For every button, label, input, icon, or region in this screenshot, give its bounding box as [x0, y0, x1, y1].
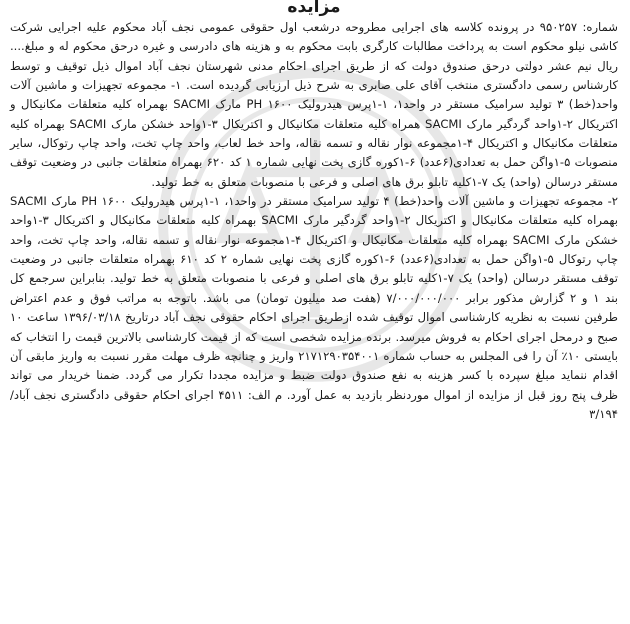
notice-paragraph: ۲- مجموعه تجهیزات و ماشین آلات واحد(خط) ۴ تولید سرامیک مستقر در واحد۱، ۱-۱پرس هیدرولیک ۱۶۰۰ PH مارک SACMI بهمراه کلیه متعلقات مکانیکال و اکتریکال ۲-۱واحد گردگیر مارک SACMI بهمراه کلیه متعلقات مکانیکال و اکتریکال ۳-۱واحد خشکن مارک SACMI بهمراه کلیه متعلقات مکانیکال و اکتریکال ۴-۱مجموعه نوار نقاله و تسمه نقاله، واحد چاپ تخت، واحد چاپ رتوکال ۵-۱واگن حمل به تعدادی(۶عدد) ۶-۱کوره گازی پخت نهایی شماره ۲ کد ۶۱۰ بهمراه متعلقات جانبی در وضعیت توقف مستقر درسالن (واحد) یک ۷-۱کلیه تابلو برق های اصلی و فرعی با منصوبات متعلق به خط تولید. بنابراین سرجمع کل بند ۱ و ۲ گزارش مذکور برابر ۷/۰۰۰/۰۰۰/۰۰۰ (هفت صد میلیون تومان) می باشد. باتوجه به مراتب فوق و عدم اعتراض طرفین نسبت به نظریه کارشناسی اموال توقیف شده ازطریق اجرای احکام حقوقی نجف آباد درتاریخ ۱۳۹۶/۰۳/۱۸ ساعت ۱۰ صبح و درمحل اجرای احکام به فروش میرسد. برنده مزایده شخصی است که از قیمت کارشناسی بالاترین قیمت را انتخاب که بایستی ۱۰٪ آن را فی المجلس به حساب شماره ۲۱۷۱۲۹۰۳۵۴۰۰۱ واریز و چنانچه ظرف مهلت مقرر نسبت به واریز مابقی آن اقدام ننماید مبلغ سپرده با کسر هزینه به نفع صندوق دولت ضبط و مزایده مجددا تکرار می گردد. ضمنا خریدار می تواند ظرف پنج روز قبل از مزایده از اموال موردنظر بازدید به عمل آورد. م الف: ۴۵۱۱ اجرای احکام حقوقی دادگستری نجف آباد/۳/۱۹۴: [10, 194, 619, 421]
notice-paragraph: شماره: ۹۵۰۲۵۷ در پرونده کلاسه های اجرایی مطروحه درشعب اول حقوقی عمومی نجف آباد محکوم علیه اجرایی شرکت کاشی نیلو محکوم است به پرداخت مطالبات کارگری بابت محکوم به و هزینه های دادرسی و غیره درحق محکوم له و مبلغ.... ریال نیم عشر دولتی درحق صندوق دولت که از طریق اجرای احکام مدنی شهرستان نجف آباد اموال ذیل توقیف و توسط کارشناس رسمی دادگستری منتخب آقای علی صابری به شرح ذیل ارزیابی گردیده است. ۱- مجموعه تجهیزات و ماشین آلات واحد(خط) ۳ تولید سرامیک مستقر در واحد۱، ۱-۱پرس هیدرولیک ۱۶۰۰ PH مارک SACMI بهمراه کلیه متعلقات مکانیکال و اکتریکال ۲-۱واحد گردگیر مارک SACMI همراه کلیه متعلقات مکانیکال و اکتریکال ۳-۱واحد خشکن مارک SACMI بهمراه کلیه متعلقات مکانیکال و اکتریکال ۴-۱مجموعه نوار نقاله و تسمه نقاله، واحد خط لعاب، واحد چاپ تخت، واحد چاپ رتوکال، سایر منصوبات ۵-۱واگن حمل به تعدادی(۶عدد) ۶-۱کوره گازی پخت نهایی شماره ۱ کد ۶۲۰ بهمراه متعلقات جانبی در وضعیت توقف مستقر درسالن (واحد) یک ۷-۱کلیه تابلو برق های اصلی و فرعی با منصوبات متعلق به خط تولید.: [10, 20, 619, 189]
notice-title: مزایده: [287, 0, 341, 17]
notice-body: [10, 18, 618, 424]
